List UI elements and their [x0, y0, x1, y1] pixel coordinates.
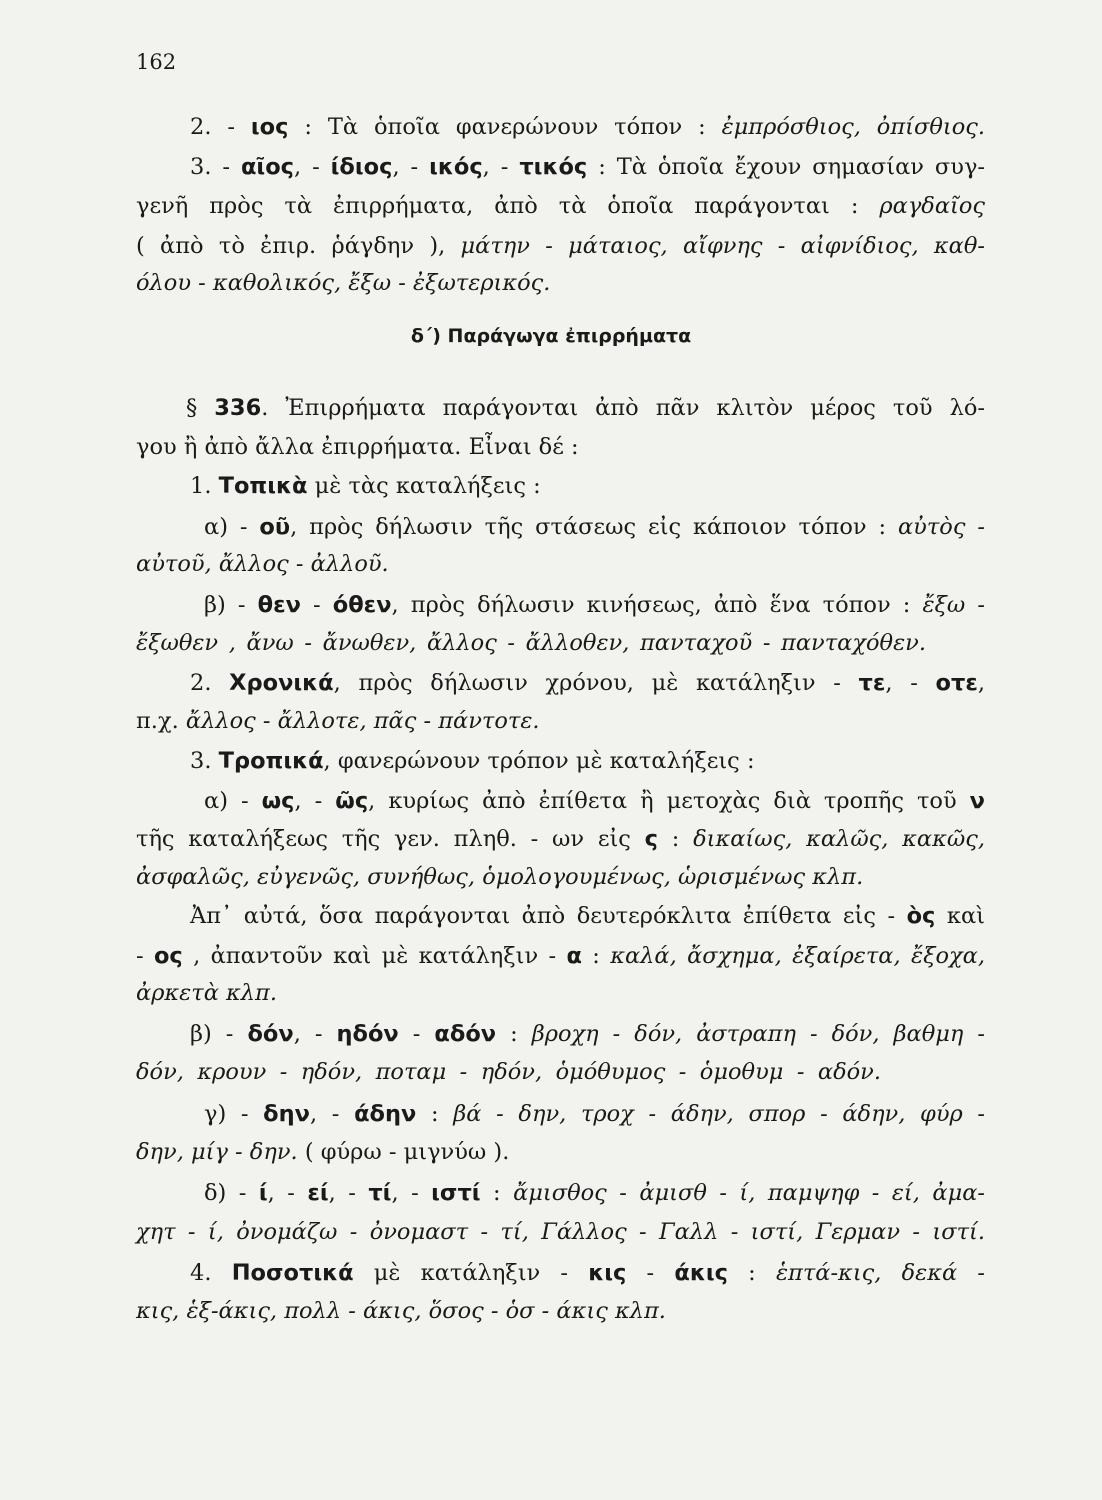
italic-example: αὐτὸς -	[897, 514, 985, 540]
text-run: :	[496, 1021, 532, 1047]
text-line	[190, 152, 985, 182]
text-run: , -	[293, 1021, 337, 1047]
text-run: καὶ	[935, 903, 985, 929]
bold-term: ος	[153, 943, 183, 969]
text-line	[190, 668, 985, 698]
bold-term: θεν	[257, 592, 301, 618]
text-run: :	[416, 1101, 454, 1127]
text-run: , -	[885, 670, 936, 696]
bold-term: ιστί	[431, 1180, 481, 1206]
italic-example: ἀρκετὰ κλπ.	[136, 980, 277, 1006]
italic-example: ραγδαῖος	[879, 193, 985, 219]
text-line	[204, 1099, 985, 1129]
italic-example: ἔξωθεν , ἄνω - ἄνωθεν, ἄλλος - ἄλλοθεν, πανταχοῦ - πανταχόθεν.	[136, 630, 926, 656]
text-run: ,	[977, 670, 985, 696]
italic-example: ἔξω -	[922, 592, 985, 618]
text-line	[204, 786, 985, 816]
text-line	[190, 1258, 985, 1288]
text-line	[190, 471, 541, 501]
bold-term: Ποσοτικά	[231, 1260, 354, 1286]
text-run: μὲ τὰς καταλήξεις :	[307, 473, 541, 499]
bold-term: οτε	[935, 670, 978, 696]
italic-example: αὐτοῦ, ἄλλος - ἀλλοῦ.	[136, 551, 389, 577]
text-run: , -	[482, 154, 520, 180]
page-number: 162	[136, 50, 177, 74]
text-run: -	[626, 1260, 675, 1286]
text-run: -	[398, 1021, 435, 1047]
text-line	[204, 1178, 985, 1208]
text-line	[136, 706, 540, 736]
italic-example: ἄμισθος - ἀμισθ - ί, παμψηφ - εί, ἀμα-	[513, 1180, 985, 1206]
text-line	[136, 978, 277, 1008]
bold-term: α	[566, 943, 582, 969]
text-line	[136, 941, 985, 971]
text-run: α) -	[204, 514, 260, 540]
italic-example: δην, μίγ - δην.	[136, 1139, 298, 1165]
text-run: , πρὸς δήλωσιν χρόνου, μὲ κατάληξιν -	[333, 670, 859, 696]
bold-term: άδην	[354, 1101, 417, 1127]
italic-example: ἑπτά-κις, δεκά -	[775, 1260, 985, 1286]
italic-example: ἐμπρόσθιος, ὀπίσθιος.	[721, 114, 985, 140]
bold-term: ῶς	[335, 788, 369, 814]
text-line	[136, 628, 926, 658]
text-run: , -	[294, 788, 336, 814]
text-run: , ἀπαντοῦν καὶ μὲ κατάληξιν -	[182, 943, 567, 969]
text-line	[190, 901, 985, 931]
text-line	[136, 549, 389, 579]
bold-term: άκις	[674, 1260, 728, 1286]
bold-term: οῦ	[259, 514, 291, 540]
text-run: 4.	[190, 1260, 232, 1286]
text-run: , -	[309, 1101, 355, 1127]
text-run: :	[658, 826, 694, 852]
text-run: :	[727, 1260, 776, 1286]
italic-example: κις, ἑξ-άκις, πολλ - άκις, ὅσος - ὁσ - άκις κλπ.	[136, 1298, 666, 1324]
text-run: , φανερώνουν τρόπον μὲ καταλήξεις :	[323, 748, 755, 774]
italic-example: ἀσφαλῶς, εὐγενῶς, συνήθως, ὁμολογουμένως, ὡρισμένως κλπ.	[136, 864, 864, 890]
bold-term: ν	[969, 788, 985, 814]
bold-term: ως	[261, 788, 295, 814]
text-line	[136, 862, 863, 892]
text-run: , κυρίως ἀπὸ ἐπίθετα ἢ μετοχὰς διὰ τροπῆς τοῦ	[368, 788, 970, 814]
text-line	[136, 1137, 509, 1167]
text-line	[136, 432, 579, 462]
italic-example: δόν, κρουν - ηδόν, ποταμ - ηδόν, ὁμόθυμος - ὁμοθυμ - αδόν.	[136, 1059, 881, 1085]
text-run: γενῆ πρὸς τὰ ἐπιρρήματα, ἀπὸ τὰ ὁποῖα παράγονται :	[136, 193, 880, 219]
italic-example: καλά, ἄσχημα, ἐξαίρετα, ἔξοχα,	[610, 943, 985, 969]
italic-example: δικαίως, καλῶς, κακῶς,	[693, 826, 985, 852]
text-run: β) -	[190, 1021, 248, 1047]
text-run: , -	[391, 1180, 432, 1206]
text-run: 2. -	[190, 114, 251, 140]
bold-term: εί	[307, 1180, 329, 1206]
bold-term: Τροπικά	[218, 748, 324, 774]
text-run: : Τὰ ὁποῖα φανερώνουν τόπον :	[288, 114, 722, 140]
text-line	[136, 1057, 881, 1087]
text-line	[190, 1019, 985, 1049]
text-line	[190, 746, 755, 776]
text-line	[136, 231, 985, 261]
text-run: 3. -	[190, 154, 241, 180]
text-run: : Τὰ ὁποῖα ἔχουν σημασίαν συγ-	[587, 154, 986, 180]
bold-term: αῖος	[240, 154, 294, 180]
bold-term: ικός	[429, 154, 483, 180]
text-run: :	[480, 1180, 514, 1206]
text-run: , πρὸς δήλωσιν τῆς στάσεως εἰς κάποιον τόπον :	[290, 514, 898, 540]
text-run: μὲ κατάληξιν -	[353, 1260, 589, 1286]
section-heading: δ΄) Παράγωγα ἐπιρρήματα	[410, 325, 692, 347]
text-run: ( ἀπὸ τὸ ἐπιρ. ῥάγδην ),	[136, 233, 461, 259]
text-run: , -	[294, 154, 331, 180]
bold-term: ί	[258, 1180, 268, 1206]
text-run: β) -	[204, 592, 258, 618]
text-run: . Ἐπιρρήματα παράγονται ἀπὸ πᾶν κλιτὸν μέρος τοῦ λό-	[261, 395, 986, 421]
text-run: δ) -	[204, 1180, 259, 1206]
text-run: 1.	[190, 473, 219, 499]
bold-term: 336	[214, 395, 262, 421]
bold-term: τε	[858, 670, 886, 696]
italic-example: όλου - καθολικός, ἔξω - ἐξωτερικός.	[136, 270, 551, 296]
italic-example: βά - δην, τροχ - άδην, σπορ - άδην, φύρ -	[453, 1101, 985, 1127]
bold-term: αδόν	[434, 1021, 497, 1047]
text-line	[190, 112, 985, 142]
bold-term: ιος	[250, 114, 289, 140]
bold-term: όθεν	[332, 592, 392, 618]
bold-term: ὸς	[906, 903, 936, 929]
italic-example: βροχη - δόν, ἀστραπη - δόν, βαθμη -	[531, 1021, 985, 1047]
text-run: α) -	[204, 788, 262, 814]
text-line	[136, 824, 985, 854]
italic-example: ἄλλος - ἄλλοτε, πᾶς - πάντοτε.	[185, 708, 540, 734]
text-line	[136, 1296, 666, 1326]
text-line	[186, 393, 985, 423]
bold-term: ίδιος	[330, 154, 393, 180]
text-run: 2.	[190, 670, 230, 696]
text-line	[136, 268, 550, 298]
bold-term: ηδόν	[336, 1021, 399, 1047]
bold-term: ς	[644, 826, 658, 852]
text-run: , -	[267, 1180, 308, 1206]
bold-term: τικός	[519, 154, 588, 180]
italic-example: μάτην - μάταιος, αἴφνης - αἰφνίδιος, καθ-	[460, 233, 985, 259]
text-run: , -	[328, 1180, 369, 1206]
text-run: Ἀπ᾿ αὐτά, ὅσα παράγονται ἀπὸ δευτερόκλιτα ἐπίθετα εἰς -	[190, 903, 907, 929]
bold-term: τί	[368, 1180, 392, 1206]
text-run: ( φύρω - μιγνύω ).	[297, 1139, 510, 1165]
bold-term: Τοπικὰ	[218, 473, 308, 499]
text-line	[136, 1217, 985, 1247]
text-run: 3.	[190, 748, 219, 774]
text-run: -	[136, 943, 154, 969]
text-run: , πρὸς δήλωσιν κινήσεως, ἀπὸ ἕνα τόπον :	[391, 592, 923, 618]
bold-term: Χρονικά	[229, 670, 334, 696]
text-run: §	[186, 395, 215, 421]
italic-example: χητ - ί, ὀνομάζω - ὀνομαστ - τί, Γάλλος - Γαλλ - ιστί, Γερμαν - ιστί.	[136, 1219, 985, 1245]
bold-term: δην	[263, 1101, 310, 1127]
text-run: -	[300, 592, 333, 618]
bold-term: δόν	[247, 1021, 294, 1047]
text-run: π.χ.	[136, 708, 186, 734]
text-run: γου ἢ ἀπὸ ἄλλα ἐπιρρήματα. Εἶναι δέ :	[136, 434, 579, 460]
text-run: , -	[392, 154, 430, 180]
text-run: τῆς καταλήξεως τῆς γεν. πληθ. - ων εἰς	[136, 826, 645, 852]
text-line	[204, 512, 985, 542]
bold-term: κις	[588, 1260, 627, 1286]
text-run: :	[581, 943, 611, 969]
text-line	[204, 590, 985, 620]
text-run: γ) -	[204, 1101, 264, 1127]
text-line	[136, 191, 985, 221]
